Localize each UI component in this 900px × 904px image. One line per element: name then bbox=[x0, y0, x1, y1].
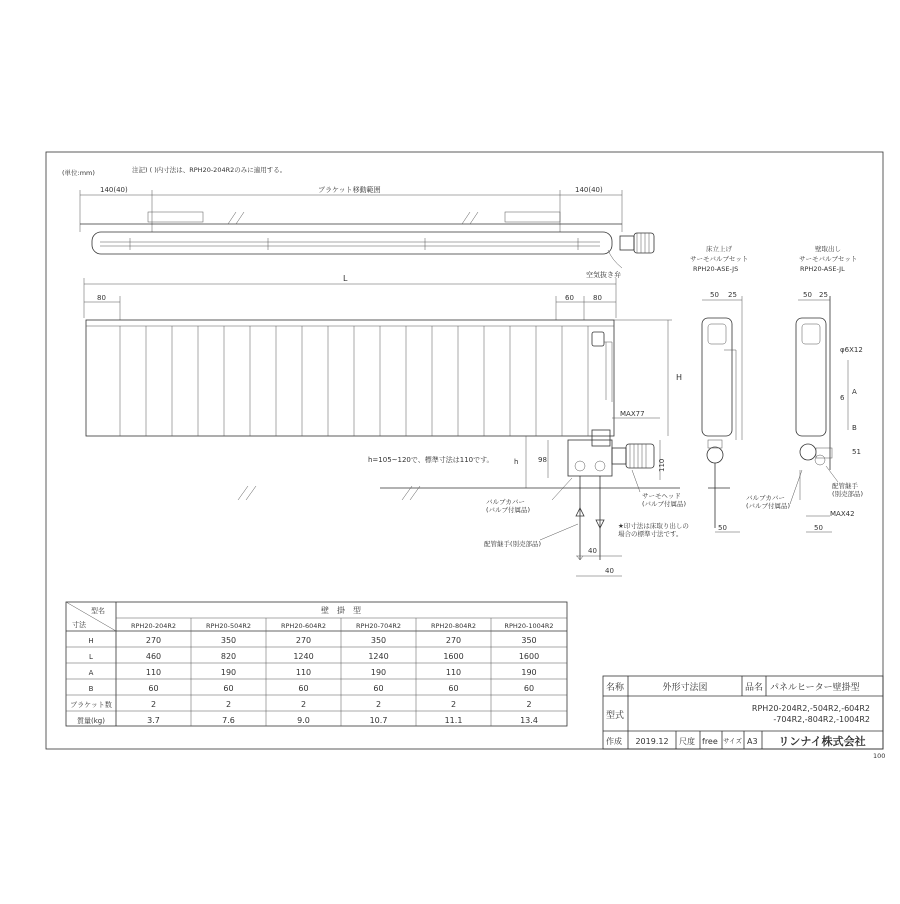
table-cell: 190 bbox=[370, 668, 387, 677]
table-cell: 350 bbox=[220, 636, 237, 645]
dim-98: 98 bbox=[538, 456, 547, 464]
table-cell: 2 bbox=[450, 700, 457, 709]
table-cell: 190 bbox=[521, 668, 537, 677]
title-block bbox=[603, 676, 883, 749]
wall-title2: サーモバルブセット bbox=[799, 255, 858, 263]
front-pipe-joint-label: 配管継手(別売部品) bbox=[484, 540, 542, 548]
title-scale-value: free bbox=[702, 737, 718, 746]
title-size-label: サイズ bbox=[723, 737, 742, 745]
company-name: リンナイ株式会社 bbox=[778, 735, 866, 748]
table-model-header: RPH20-804R2 bbox=[431, 622, 476, 630]
floor-model: RPH20-ASE-JS bbox=[693, 265, 739, 273]
panel-top-outline bbox=[92, 232, 612, 254]
title-model-label: 型式 bbox=[606, 711, 625, 721]
table-row-label: ブラケット数 bbox=[70, 701, 112, 709]
table-cell: 60 bbox=[223, 684, 234, 693]
title-model-line2: -704R2,-804R2,-1004R2 bbox=[773, 715, 870, 724]
table-cell: 110 bbox=[445, 668, 462, 677]
table-cell: 9.0 bbox=[297, 716, 310, 725]
wall-dim-B: B bbox=[852, 424, 857, 432]
table-group-header: 壁 掛 型 bbox=[321, 606, 361, 615]
title-name-value: 外形寸法図 bbox=[662, 683, 708, 693]
table-cell: 2 bbox=[375, 700, 382, 709]
h-note: h=105~120で、標準寸法は110です。 bbox=[368, 456, 494, 464]
drawing-frame bbox=[46, 152, 883, 749]
table-row-label: 質量(kg) bbox=[77, 717, 105, 725]
table-cell: 2 bbox=[150, 700, 157, 709]
table-cell: 11.1 bbox=[444, 716, 463, 725]
dim-110: 110 bbox=[658, 458, 666, 472]
wall-dim-6: 6 bbox=[840, 394, 845, 402]
dim-L: L bbox=[343, 274, 348, 283]
table-cell: 190 bbox=[220, 668, 237, 677]
table-cell: 460 bbox=[145, 652, 162, 661]
title-product-label: 品名 bbox=[745, 683, 764, 693]
dim-80-right: 80 bbox=[593, 294, 602, 302]
side-view-wall bbox=[746, 244, 863, 532]
title-product-value: パネルヒーター壁掛型 bbox=[770, 683, 860, 693]
table-cell: 110 bbox=[295, 668, 312, 677]
table-cell: 60 bbox=[448, 684, 459, 693]
table-cell: 1600 bbox=[518, 652, 540, 661]
table-cell: 60 bbox=[298, 684, 309, 693]
air-vent-label: 空気抜き弁 bbox=[586, 271, 621, 279]
wall-pipe-joint-label: 配管継手(別売部品) bbox=[832, 482, 864, 498]
title-size-value: A3 bbox=[747, 737, 758, 746]
table-cell: 350 bbox=[370, 636, 387, 645]
title-model-line1: RPH20-204R2,-504R2,-604R2 bbox=[751, 704, 870, 713]
table-cell: 1240 bbox=[368, 652, 389, 661]
table-model-header: RPH20-1004R2 bbox=[504, 622, 554, 630]
table-cell: 7.6 bbox=[222, 716, 235, 725]
front-valve-cover-label: バルブカバー(バルブ付属品) bbox=[486, 498, 531, 514]
wall-dim-25: 25 bbox=[819, 291, 828, 299]
table-cell: 13.4 bbox=[520, 716, 538, 725]
wall-dim-50: 50 bbox=[803, 291, 812, 299]
table-model-header: RPH20-604R2 bbox=[281, 622, 326, 630]
wall-model: RPH20-ASE-JL bbox=[800, 265, 845, 273]
dim-80-left: 80 bbox=[97, 294, 106, 302]
wall-max42: MAX42 bbox=[830, 510, 855, 518]
remark-note: 注記) ( )内寸法は、RPH20-204R2のみに適用する。 bbox=[132, 166, 287, 174]
panel-front-outline bbox=[86, 320, 614, 436]
panel-fins bbox=[120, 326, 588, 436]
table-cell: 350 bbox=[521, 636, 537, 645]
table-cell: 1240 bbox=[293, 652, 314, 661]
title-made-value: 2019.12 bbox=[635, 737, 669, 746]
table-model-header: RPH20-704R2 bbox=[356, 622, 401, 630]
table-cell: 270 bbox=[145, 636, 162, 645]
table-cell: 270 bbox=[295, 636, 312, 645]
title-name-label: 名称 bbox=[606, 683, 625, 693]
dim-h: h bbox=[514, 458, 519, 466]
table-row-label: L bbox=[89, 653, 93, 661]
table-model-header: RPH20-504R2 bbox=[206, 622, 251, 630]
wall-hole-dim: φ6X12 bbox=[840, 346, 863, 354]
floor-dim-50: 50 bbox=[710, 291, 719, 299]
wall-dim-A: A bbox=[852, 388, 857, 396]
table-cell: 60 bbox=[523, 684, 535, 693]
dim-40b: 40 bbox=[605, 567, 614, 575]
top-dim-center: ブラケット移動範囲 bbox=[318, 186, 381, 194]
top-dim-left: 140(40) bbox=[100, 186, 128, 194]
table-row-label: B bbox=[88, 685, 94, 693]
side-view-floor bbox=[690, 244, 748, 532]
table-corner-bottom: 寸法 bbox=[72, 621, 86, 629]
top-dim-right: 140(40) bbox=[575, 186, 603, 194]
valve-cover-shape bbox=[568, 440, 612, 476]
table-row-label: H bbox=[88, 637, 94, 645]
title-made-label: 作成 bbox=[606, 737, 622, 746]
wall-title1: 壁取出し bbox=[815, 245, 841, 253]
wall-dim-51: 51 bbox=[852, 448, 861, 456]
dim-40a: 40 bbox=[588, 547, 597, 555]
dim-max77: MAX77 bbox=[620, 410, 645, 418]
title-scale-label: 尺度 bbox=[679, 737, 695, 746]
spec-table bbox=[66, 602, 567, 726]
table-cell: 1600 bbox=[443, 652, 464, 661]
unit-note: (単位:mm) bbox=[62, 169, 95, 177]
front-view bbox=[84, 274, 689, 576]
table-cell: 60 bbox=[148, 684, 159, 693]
table-row-label: A bbox=[88, 669, 94, 677]
floor-title2: サーモバルブセット bbox=[690, 255, 749, 263]
table-cell: 2 bbox=[225, 700, 232, 709]
table-cell: 2 bbox=[300, 700, 307, 709]
top-view bbox=[80, 185, 654, 279]
table-model-header: RPH20-204R2 bbox=[131, 622, 176, 630]
table-cell: 3.7 bbox=[147, 716, 160, 725]
thermo-head-label: サーモヘッド(バルブ付属品) bbox=[642, 492, 687, 508]
table-cell: 10.7 bbox=[369, 716, 388, 725]
table-corner-top: 型名 bbox=[91, 607, 105, 615]
table-cell: 60 bbox=[373, 684, 384, 693]
dim-60: 60 bbox=[565, 294, 574, 302]
table-cell: 820 bbox=[220, 652, 237, 661]
star-note: ★印寸法は床取り出しの場合の標準寸法です。 bbox=[618, 522, 689, 538]
dim-H: H bbox=[676, 373, 683, 382]
page-number: 100 bbox=[873, 752, 886, 760]
table-rows bbox=[70, 636, 539, 725]
table-cell: 270 bbox=[445, 636, 462, 645]
wall-dim-bottom: 50 bbox=[814, 524, 823, 532]
floor-dim-25: 25 bbox=[728, 291, 737, 299]
table-model-headers bbox=[131, 622, 554, 630]
floor-title1: 床立上げ bbox=[706, 245, 732, 253]
table-cell: 110 bbox=[145, 668, 162, 677]
floor-dim-bottom: 50 bbox=[718, 524, 727, 532]
wall-valve-cover-label: バルブカバー(バルブ付属品) bbox=[746, 494, 791, 510]
table-cell: 2 bbox=[526, 700, 532, 709]
